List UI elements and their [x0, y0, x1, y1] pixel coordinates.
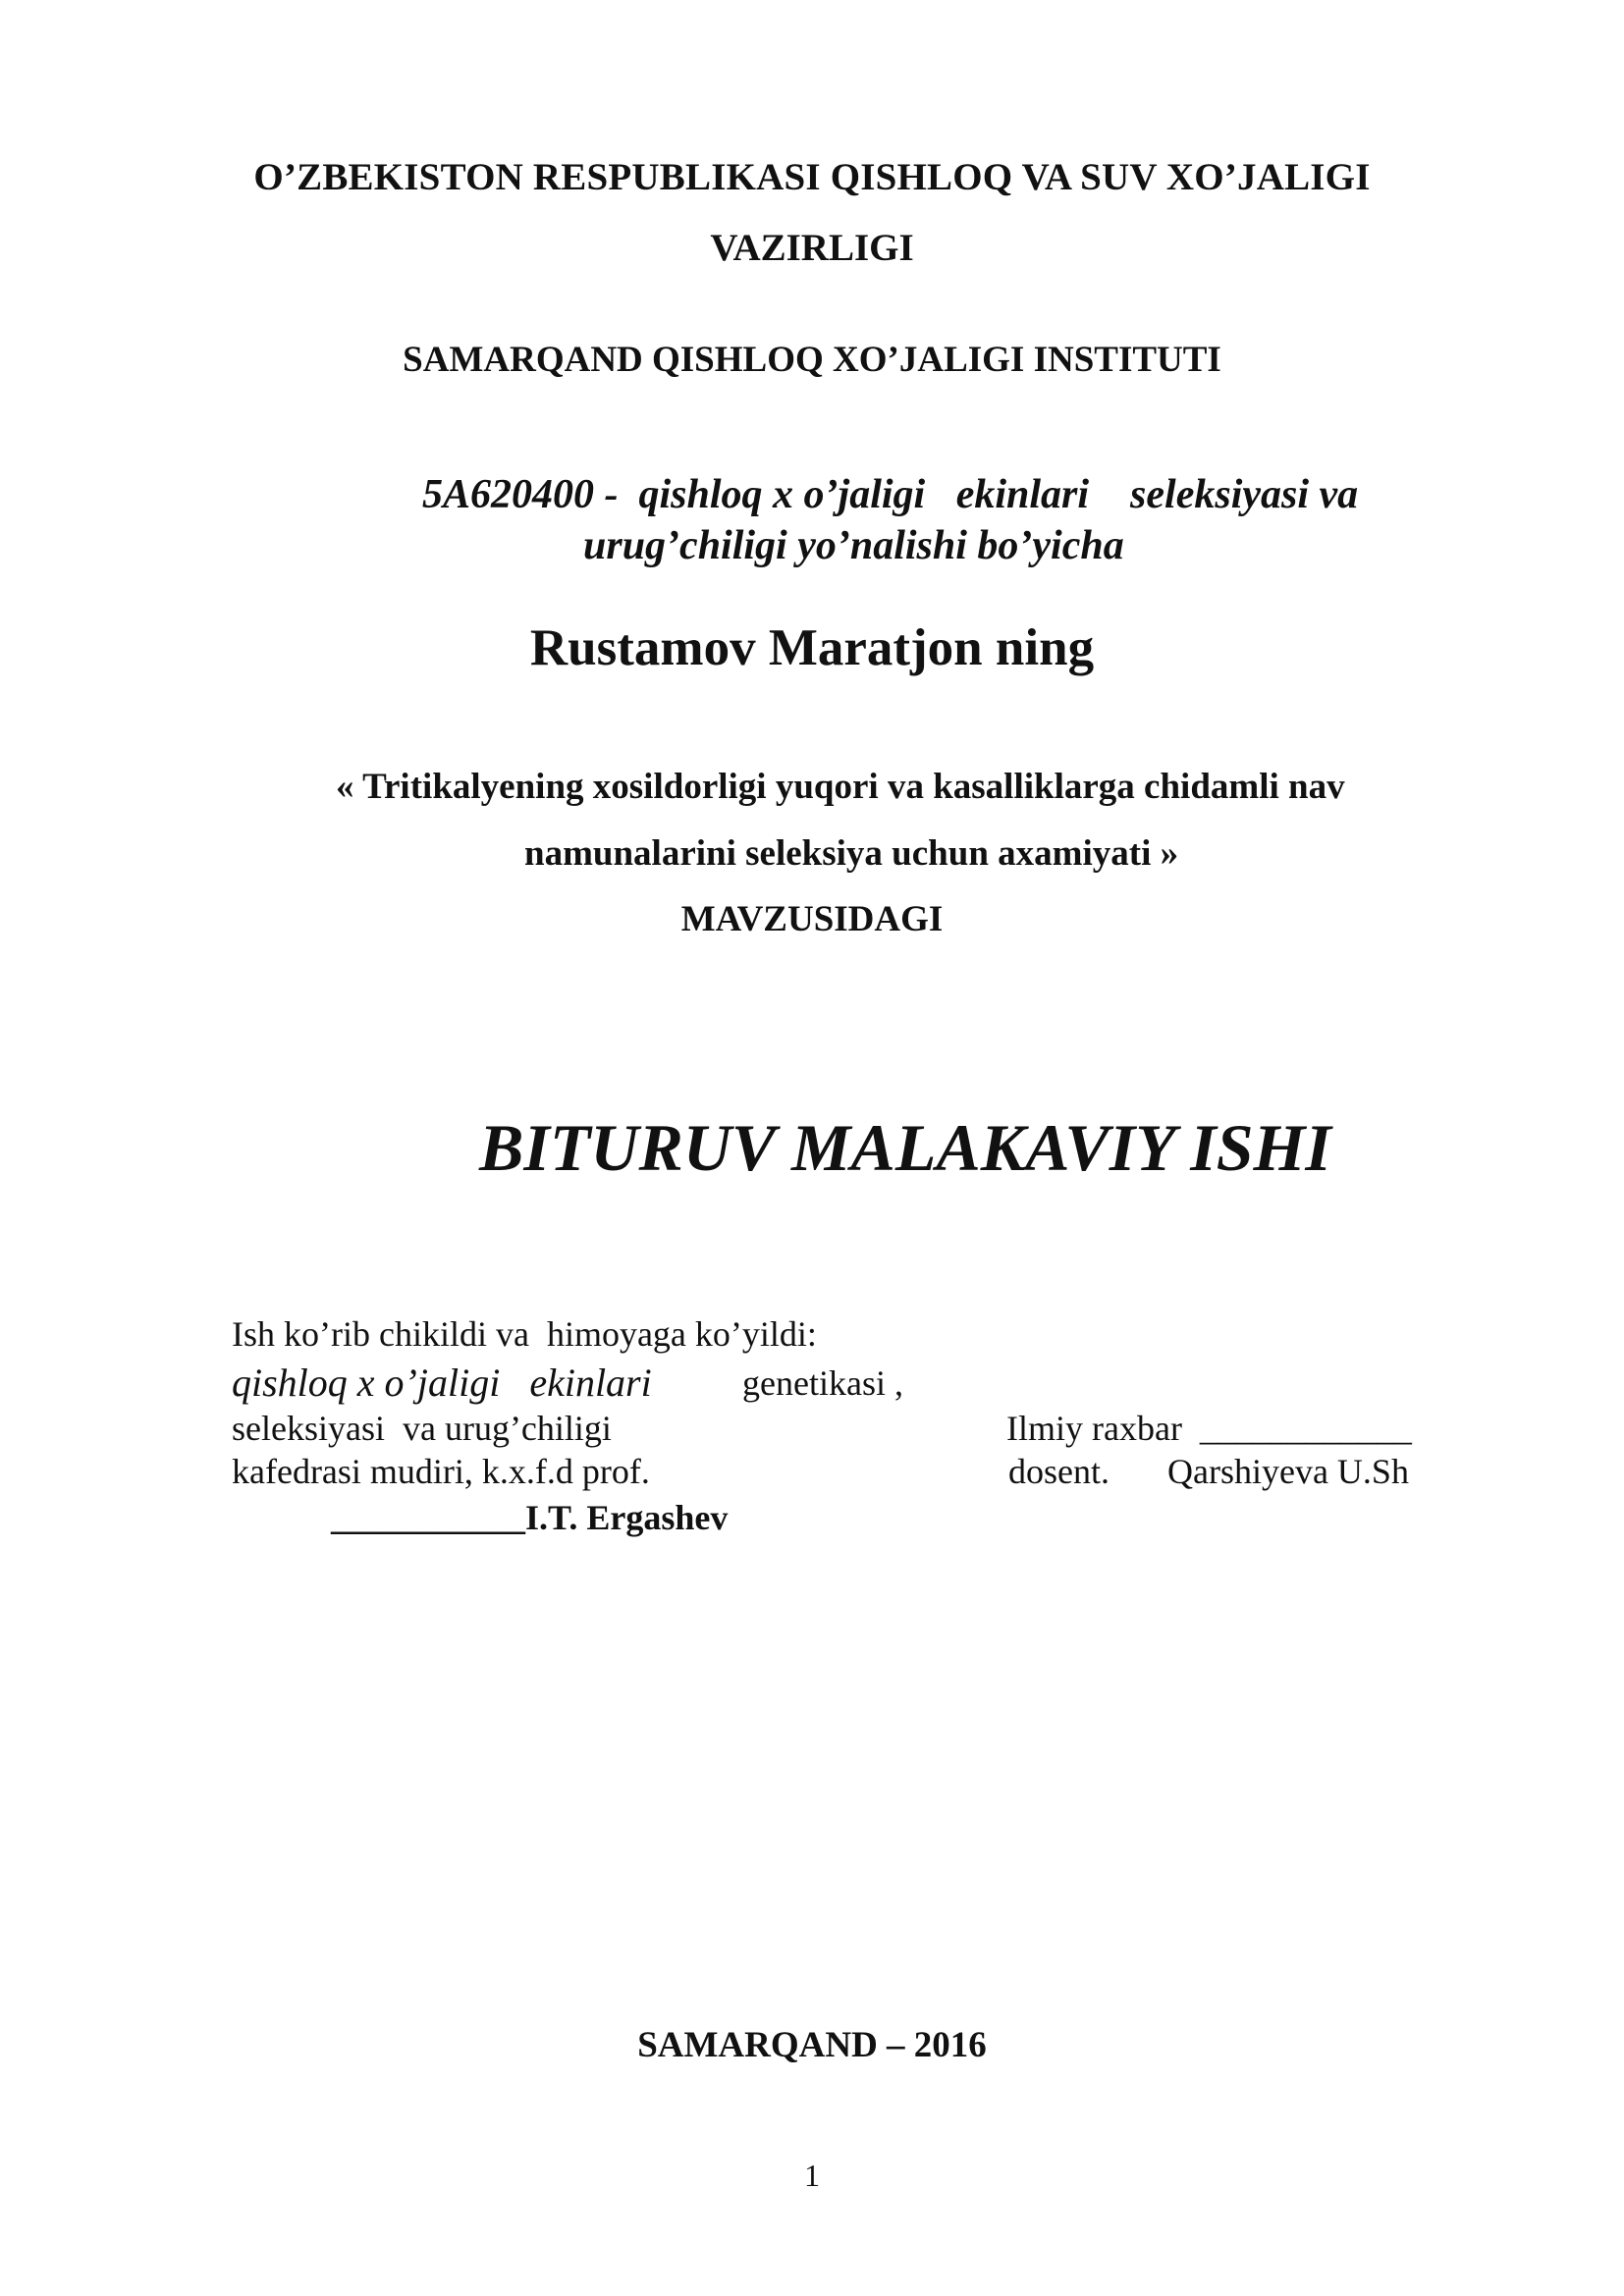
department-head-title: kafedrasi mudiri, k.x.f.d prof.: [232, 1452, 650, 1491]
topic-line1: « Tritikalyening xosildorligi yuqori va kasalliklarga chidamli nav: [336, 767, 1345, 807]
page-number: 1: [804, 2158, 820, 2193]
specialty-line1: 5A620400 - qishloq x o’jaligi ekinlari seleksiyasi va: [422, 472, 1359, 517]
ministry-title-line1: O’ZBEKISTON RESPUBLIKASI QISHLOQ VA SUV XO’JALIGI: [253, 156, 1371, 198]
work-title: BITURUV MALAKAVIY ISHI: [479, 1110, 1331, 1185]
department-name-italic: qishloq x o’jaligi ekinlari: [232, 1361, 652, 1405]
supervisor-name: Qarshiyeva U.Sh: [1167, 1452, 1409, 1491]
topic-line2: namunalarini seleksiya uchun axamiyati »: [524, 833, 1179, 874]
supervisor-signature-line: Ilmiy raxbar ____________: [1006, 1409, 1412, 1448]
department-name-line3: seleksiyasi va urug’chiligi: [232, 1409, 612, 1448]
department-name-rest: genetikasi ,: [742, 1363, 903, 1403]
specialty-line2: urug’chiligi yo’nalishi bo’yicha: [583, 523, 1124, 568]
ministry-title-line2: VAZIRLIGI: [710, 227, 914, 269]
supervisor-title: dosent.: [1008, 1452, 1110, 1491]
department-head-signature: ___________I.T. Ergashev: [331, 1498, 729, 1537]
approval-statement: Ish ko’rib chikildi va himoyaga ko’yildi:: [232, 1314, 817, 1354]
author-name: Rustamov Maratjon ning: [529, 619, 1095, 676]
topic-line3: MAVZUSIDAGI: [680, 899, 944, 939]
institute-name: SAMARQAND QISHLOQ XO’JALIGI INSTITUTI: [403, 340, 1221, 380]
city-year: SAMARQAND – 2016: [637, 2025, 987, 2065]
